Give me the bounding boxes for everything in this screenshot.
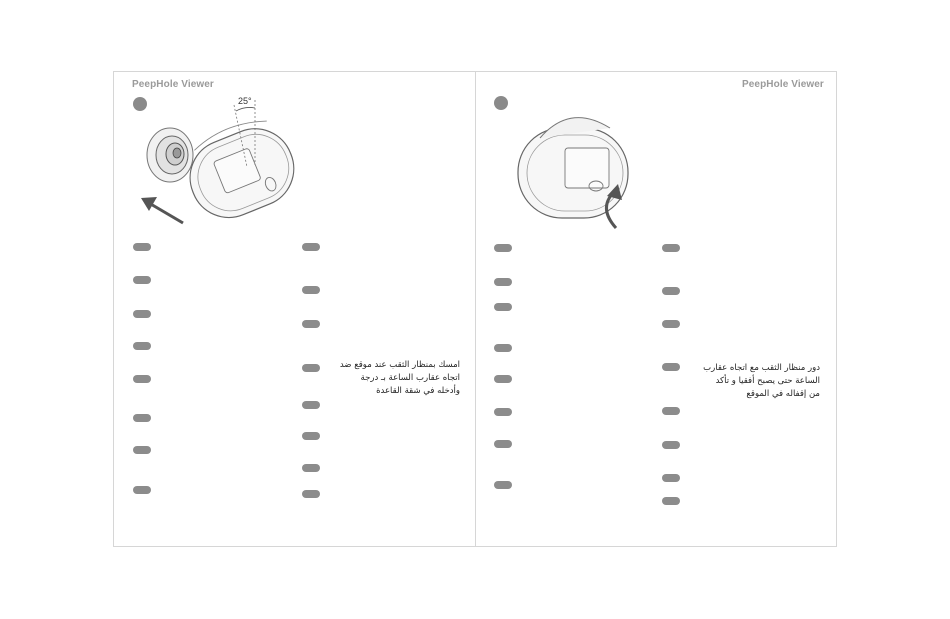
brand-left: PeepHole Viewer (132, 79, 214, 90)
text-placeholder (302, 364, 320, 372)
text-placeholder (662, 497, 680, 505)
text-placeholder (133, 243, 151, 251)
instruction-line: الساعة حتى يصبح أفقيا و تأكد (715, 376, 820, 386)
instruction-line: امسك بمنظار الثقب عند موقع ضد (339, 360, 460, 370)
instruction-text-right (690, 362, 820, 401)
text-placeholder (302, 401, 320, 409)
insert-viewer-illustration (135, 95, 295, 235)
text-placeholder (302, 243, 320, 251)
text-placeholder (133, 414, 151, 422)
page-divider (475, 71, 476, 547)
brand-right: PeepHole Viewer (742, 79, 824, 90)
viewer-device-icon (176, 110, 295, 229)
text-placeholder (133, 446, 151, 454)
text-placeholder (494, 344, 512, 352)
instruction-text-left (338, 359, 460, 398)
text-placeholder (302, 464, 320, 472)
text-placeholder (494, 375, 512, 383)
text-placeholder (133, 486, 151, 494)
text-placeholder (494, 440, 512, 448)
text-placeholder (494, 481, 512, 489)
step-marker-right (494, 96, 508, 110)
instruction-line: اتجاه عقارب الساعة بـ درجة (360, 373, 460, 383)
angle-label: 25° (238, 96, 252, 106)
text-placeholder (494, 244, 512, 252)
text-placeholder (133, 276, 151, 284)
text-placeholder (662, 363, 680, 371)
text-placeholder (662, 441, 680, 449)
text-placeholder (133, 342, 151, 350)
text-placeholder (133, 310, 151, 318)
text-placeholder (662, 474, 680, 482)
text-placeholder (302, 320, 320, 328)
arrow-icon (141, 197, 183, 223)
text-placeholder (133, 375, 151, 383)
instruction-line: دور منظار الثقب مع اتجاه عقارب (703, 363, 820, 373)
text-placeholder (494, 408, 512, 416)
rotate-viewer-illustration (510, 98, 640, 233)
instruction-line: من إقفاله في الموقع (746, 389, 820, 399)
text-placeholder (662, 244, 680, 252)
text-placeholder (662, 407, 680, 415)
base-ring-icon (147, 128, 193, 182)
text-placeholder (302, 286, 320, 294)
text-placeholder (494, 303, 512, 311)
text-placeholder (494, 278, 512, 286)
instruction-line: وأدخله في شقة القاعدة (376, 386, 460, 396)
viewer-device-icon (518, 118, 628, 218)
text-placeholder (302, 490, 320, 498)
text-placeholder (302, 432, 320, 440)
text-placeholder (662, 320, 680, 328)
text-placeholder (662, 287, 680, 295)
